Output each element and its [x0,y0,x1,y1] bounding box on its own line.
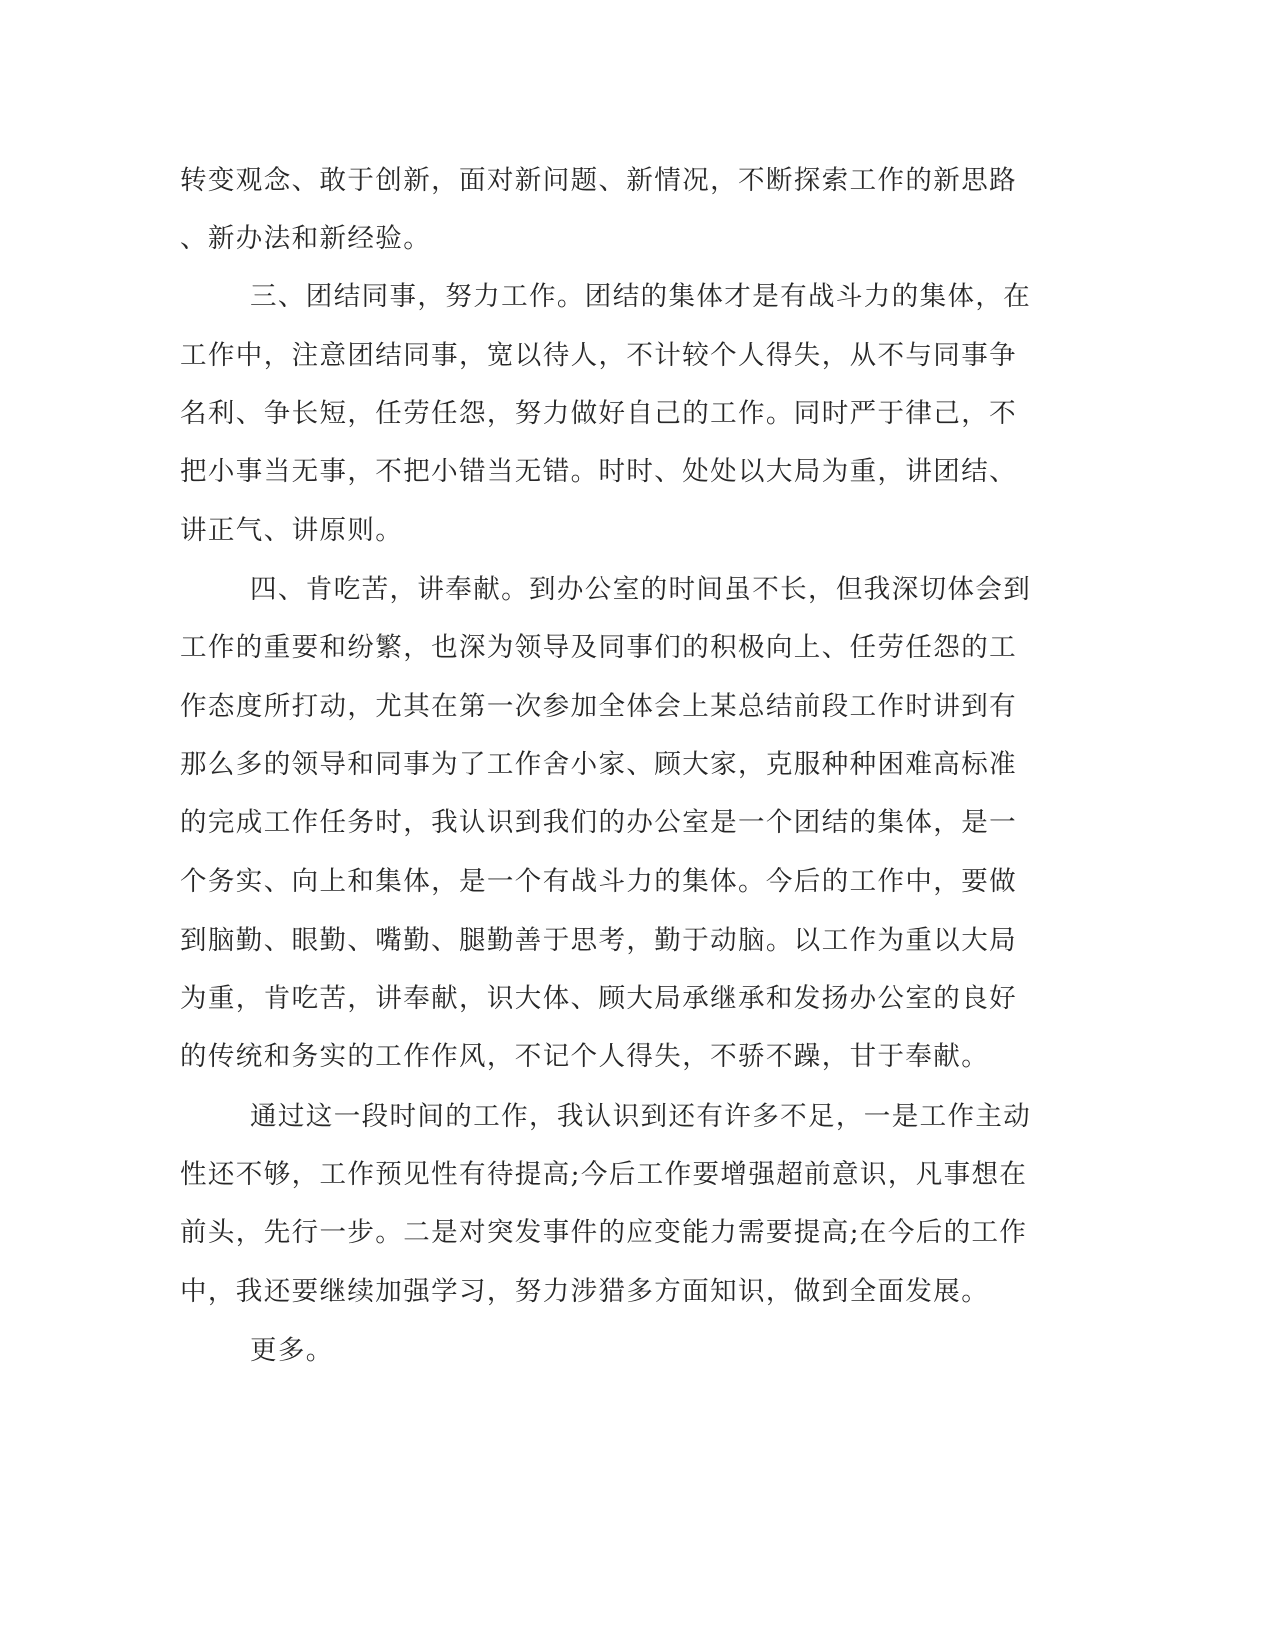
paragraph-start-line: 通过这一段时间的工作，我认识到还有许多不足，一是工作主动 [250,1101,1032,1132]
paragraph-start-line: 三、团结同事，努力工作。团结的集体才是有战斗力的集体，在 [250,281,1032,312]
text-line: 工作中，注意团结同事，宽以待人，不计较个人得失，从不与同事争 [180,340,1017,371]
text-line: 讲正气、讲原则。 [180,515,404,546]
text-line: 的完成工作任务时，我认识到我们的办公室是一个团结的集体，是一 [180,807,1017,838]
text-line: 到脑勤、眼勤、嘴勤、腿勤善于思考，勤于动脑。以工作为重以大局 [180,925,1017,956]
text-line: 个务实、向上和集体，是一个有战斗力的集体。今后的工作中，要做 [180,866,1017,897]
paragraph-start-line: 四、肯吃苦，讲奉献。到办公室的时间虽不长，但我深切体会到 [250,574,1032,605]
text-line: 转变观念、敢于创新，面对新问题、新情况，不断探索工作的新思路 [180,165,1017,196]
text-line: 工作的重要和纷繁，也深为领导及同事们的积极向上、任劳任怨的工 [180,632,1017,663]
text-line: 、新办法和新经验。 [180,223,432,254]
text-line: 把小事当无事，不把小错当无错。时时、处处以大局为重，讲团结、 [180,456,1017,487]
text-line: 性还不够，工作预见性有待提高;今后工作要增强超前意识，凡事想在 [180,1159,1028,1190]
text-line: 为重，肯吃苦，讲奉献，识大体、顾大局承继承和发扬办公室的良好 [180,983,1017,1014]
text-line: 前头，先行一步。二是对突发事件的应变能力需要提高;在今后的工作 [180,1217,1028,1248]
text-line: 作态度所打动，尤其在第一次参加全体会上某总结前段工作时讲到有 [180,691,1017,722]
paragraph-start-line: 更多。 [250,1335,334,1366]
text-line: 名利、争长短，任劳任怨，努力做好自己的工作。同时严于律己，不 [180,398,1017,429]
text-line: 那么多的领导和同事为了工作舍小家、顾大家，克服种种困难高标准 [180,749,1017,780]
text-line: 中，我还要继续加强学习，努力涉猎多方面知识，做到全面发展。 [180,1276,990,1307]
text-line: 的传统和务实的工作作风，不记个人得失，不骄不躁，甘于奉献。 [180,1041,990,1072]
